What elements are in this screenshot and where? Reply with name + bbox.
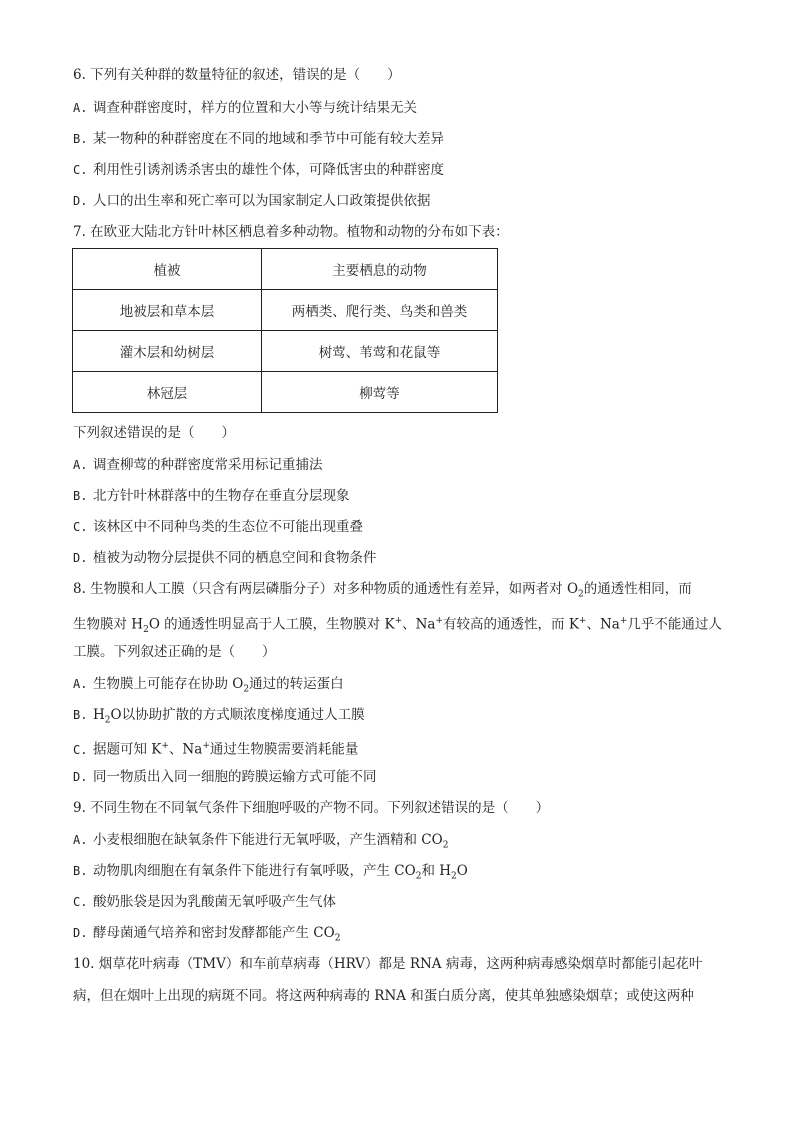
- question-8-line-3: 工膜。下列叙述正确的是（ ）: [73, 644, 276, 660]
- table-row: [73, 372, 498, 413]
- table-cell: 柳莺等: [262, 372, 498, 413]
- question-8-line-1: 8. 生物膜和人工膜（只含有两层磷脂分子）对多种物质的通透性有差异，如两者对 $O_2$的通透性相同，而: [73, 581, 692, 600]
- question-9-stem: 9. 不同生物在不同氧气条件下细胞呼吸的产物不同。下列叙述错误的是（ ）: [73, 800, 550, 816]
- q9-option-c: C. 酸奶胀袋是因为乳酸菌无氧呼吸产生气体: [73, 894, 336, 910]
- q9-option-d: D. 酵母菌通气培养和密封发酵都能产生 $CO_2$: [73, 925, 341, 944]
- q6-option-c: C. 利用性引诱剂诱杀害虫的雄性个体，可降低害虫的种群密度: [73, 162, 444, 178]
- question-6-stem: 6. 下列有关种群的数量特征的叙述，错误的是（ ）: [73, 67, 401, 83]
- table-row: [73, 290, 498, 331]
- q6-option-d: D. 人口的出生率和死亡率可以为国家制定人口政策提供依据: [73, 193, 431, 209]
- question-7-prompt: 下列叙述错误的是（ ）: [73, 425, 235, 441]
- q7-option-b: B. 北方针叶林群落中的生物存在垂直分层现象: [73, 488, 350, 504]
- question-7-stem: 7. 在欧亚大陆北方针叶林区栖息着多种动物。植物和动物的分布如下表：: [73, 224, 509, 240]
- q8-option-d: D. 同一物质出入同一细胞的跨膜运输方式可能不同: [73, 769, 377, 785]
- q9-option-b: B. 动物肌肉细胞在有氧条件下能进行有氧呼吸，产生 $CO_2$和 $H_2O$: [73, 863, 468, 882]
- q7-option-a: A. 调查柳莺的种群密度常采用标记重捕法: [73, 457, 323, 473]
- q8-option-a: A. 生物膜上可能存在协助 $O_2$通过的转运蛋白: [73, 676, 344, 695]
- table-cell: 林冠层: [73, 372, 262, 413]
- q6-option-b: B. 某一物种的种群密度在不同的地域和季节中可能有较大差异: [73, 131, 444, 147]
- q6-option-a: A. 调查种群密度时，样方的位置和大小等与统计结果无关: [73, 100, 417, 116]
- table-row: [73, 331, 498, 372]
- q8-option-c: C. 据题可知 K+、Na+通过生物膜需要消耗能量: [73, 741, 359, 758]
- table-header-cell: 植被: [73, 249, 262, 290]
- question-8-line-2: 生物膜对 $H_2O$ 的通透性明显高于人工膜，生物膜对 K+、Na+有较高的通透性，而 K+、Na+几乎不能通过人: [73, 616, 722, 636]
- q7-option-d: D. 植被为动物分层提供不同的栖息空间和食物条件: [73, 550, 377, 566]
- table-header-cell: 主要栖息的动物: [262, 249, 498, 290]
- table-cell: 两栖类、爬行类、鸟类和兽类: [262, 290, 498, 331]
- table-cell: 树莺、苇莺和花鼠等: [262, 331, 498, 372]
- table-cell: 地被层和草本层: [73, 290, 262, 331]
- q9-option-a: A. 小麦根细胞在缺氧条件下能进行无氧呼吸，产生酒精和 $CO_2$: [73, 832, 449, 851]
- q8-option-b: B. $H_2O$以协助扩散的方式顺浓度梯度通过人工膜: [73, 707, 365, 726]
- question-10-line-1: 10. 烟草花叶病毒（TMV）和车前草病毒（HRV）都是 RNA 病毒，这两种病毒感染烟草时都能引起花叶: [73, 956, 703, 972]
- table-header-row: [73, 249, 498, 290]
- q7-option-c: C. 该林区中不同种鸟类的生态位不可能出现重叠: [73, 519, 363, 535]
- habitat-table: [72, 248, 498, 413]
- table-cell: 灌木层和幼树层: [73, 331, 262, 372]
- question-10-line-2: 病，但在烟叶上出现的病斑不同。将这两种病毒的 RNA 和蛋白质分离，使其单独感染烟草；或使这两种: [73, 988, 694, 1004]
